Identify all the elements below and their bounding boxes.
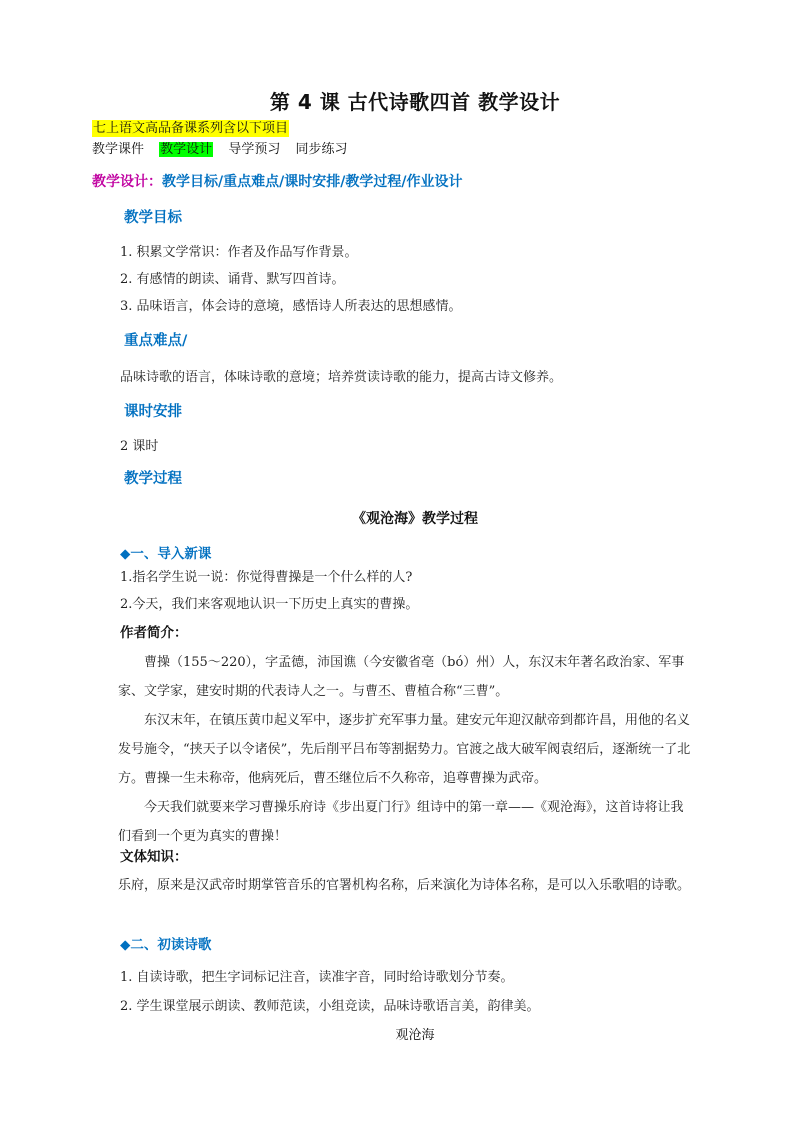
intro-item: 2.今天，我们来客观地认识一下历史上真实的曹操。 bbox=[120, 597, 419, 612]
genre-text: 乐府，原来是汉武帝时期掌管音乐的官署机构名称，后来演化为诗体名称，是可以入乐歌唱的诗歌。 bbox=[118, 878, 691, 893]
schedule-text: 2 课时 bbox=[120, 439, 159, 454]
poem-title: 观沧海 bbox=[395, 1028, 435, 1043]
intro-item: 1.指名学生说一说：你觉得曹操是一个什么样的人? bbox=[120, 570, 413, 585]
design-prefix: 教学设计： bbox=[92, 174, 162, 190]
heading-goals: 教学目标 bbox=[124, 210, 182, 226]
nav-design[interactable]: 教学设计 bbox=[160, 142, 213, 157]
project-nav bbox=[92, 141, 358, 158]
heading-schedule: 课时安排 bbox=[124, 404, 182, 420]
design-outline bbox=[92, 173, 462, 191]
key-points-text: 品味诗歌的语言，体味诗歌的意境；培养赏读诗歌的能力，提高古诗文修养。 bbox=[120, 370, 563, 385]
process-sub-title: 《观沧海》教学过程 bbox=[352, 511, 478, 527]
read-item: 2. 学生课堂展示朗读、教师范读，小组竞读，品味诗歌语言美，韵律美。 bbox=[120, 999, 540, 1014]
heading-key-points: 重点难点/ bbox=[124, 333, 188, 349]
series-note: 七上语文高品备课系列含以下项目 bbox=[93, 121, 289, 136]
goal-item: 1. 积累文学常识：作者及作品写作背景。 bbox=[120, 245, 358, 260]
section-intro-heading: ◆一、导入新课 bbox=[120, 546, 212, 562]
goal-item: 2. 有感情的朗读、诵背、默写四首诗。 bbox=[120, 272, 345, 287]
design-items: 教学目标/重点难点/课时安排/教学过程/作业设计 bbox=[162, 174, 463, 190]
author-paragraph-2: 东汉末年，在镇压黄巾起义军中，逐步扩充军事力量。建安元年迎汉献帝到都许昌，用他的名义发号施令，“挟天子以令诸侯”，先后削平吕布等割据势力。官渡之战大破军阀袁绍后，逐渐统一了北方。曹操一生未称帝，他病死后，曹丕继位后不久称帝，追尊曹操为武帝。 bbox=[118, 713, 691, 786]
genre-heading: 文体知识： bbox=[120, 849, 188, 865]
nav-preview[interactable]: 导学预习 bbox=[228, 142, 281, 157]
nav-courseware[interactable]: 教学课件 bbox=[92, 142, 145, 157]
author-paragraph-3: 今天我们就要来学习曹操乐府诗《步出夏门行》组诗中的第一章——《观沧海》，这首诗将让我们看到一个更为真实的曹操！ bbox=[118, 800, 684, 844]
author-paragraph-1: 曹操（155～220），字孟德，沛国谯（今安徽省亳（bó）州）人，东汉末年著名政治家、军事家、文学家，建安时期的代表诗人之一。与曹丕、曹植合称“三曹”。 bbox=[118, 655, 685, 699]
heading-process: 教学过程 bbox=[124, 471, 182, 487]
section-read-heading: ◆二、初读诗歌 bbox=[120, 937, 212, 953]
nav-practice[interactable]: 同步练习 bbox=[295, 142, 348, 157]
goal-item: 3. 品味语言，体会诗的意境，感悟诗人所表达的思想感情。 bbox=[120, 299, 462, 314]
author-heading: 作者简介： bbox=[120, 625, 188, 641]
lesson-title: 第 4 课 古代诗歌四首 教学设计 bbox=[269, 90, 561, 114]
read-item: 1. 自读诗歌，把生字词标记注音，读准字音，同时给诗歌划分节奏。 bbox=[120, 970, 514, 985]
